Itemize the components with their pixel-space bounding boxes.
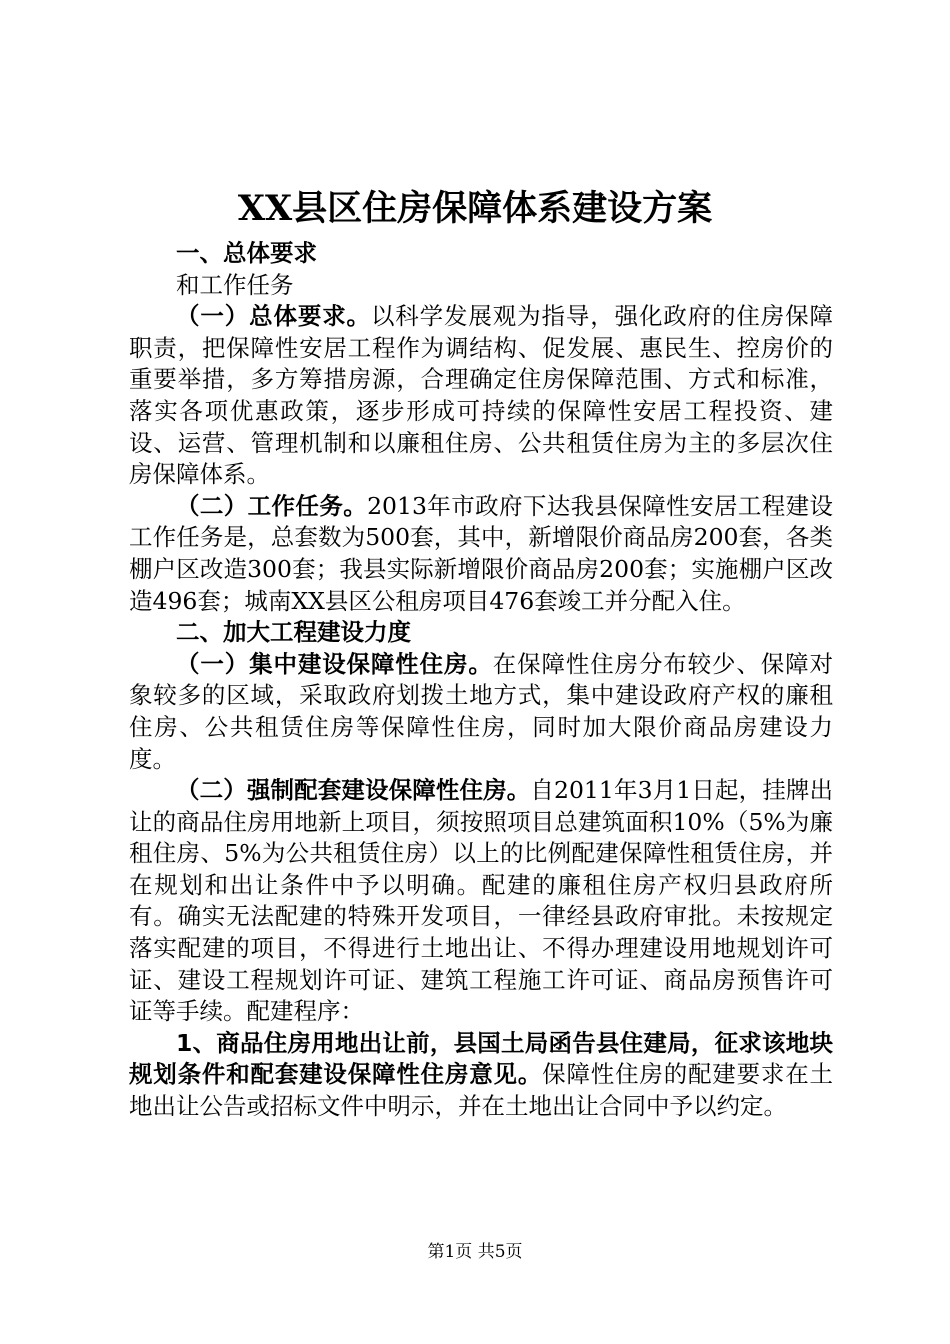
page-number: 第1页 共5页	[427, 1242, 523, 1262]
section-heading-2: 二、加大工程建设力度	[176, 618, 411, 647]
paragraph-lead: （一）总体要求。	[176, 302, 371, 331]
paragraph-text: 2013年市政府下达我县保障性安居工程建设工作任务是，总套数为500套，其中，新增限价商品房200套，各类棚户区改造300套；我县实际新增限价商品房200套；实施棚户区改造496套；城南XX县区公租房项目476套竣工并分配入住。	[129, 491, 834, 615]
document-body	[129, 238, 833, 1123]
document-title: XX县区住房保障体系建设方案	[237, 188, 713, 229]
paragraph-centralized-construction	[129, 649, 833, 775]
paragraph-lead: （一）集中建设保障性住房。	[176, 649, 493, 678]
paragraph-text: 自2011年3月1日起，挂牌出让的商品住房用地新上项目，须按照项目总建筑面积10%（5%为廉租住房、5%为公共租赁住房）以上的比例配建保障性租赁住房，并在规划和出让条件中予以明确。配建的廉租住房产权归县政府所有。确实无法配建的特殊开发项目，一律经县政府审批。未按规定落实配建的项目，不得进行土地出让、不得办理建设用地规划许可证、建设工程规划许可证、建筑工程施工许可证、商品房预售许可证等手续。配建程序：	[129, 776, 834, 1026]
section-subtitle-1: 和工作任务	[176, 270, 294, 299]
paragraph-lead: 1、商品住房用地出让前，县国土局函告县住建局，征求该地块规划条件和配套建设保障性住房意见。	[129, 1028, 833, 1089]
paragraph-lead: （二）强制配套建设保障性住房。	[176, 776, 531, 805]
paragraph-mandatory-supporting	[129, 775, 833, 1028]
paragraph-lead: （二）工作任务。	[176, 491, 368, 520]
paragraph-work-tasks	[129, 491, 833, 617]
section-heading-1: 一、总体要求	[176, 239, 317, 267]
paragraph-text: 保障性住房的配建要求在土地出让公告或招标文件中明示，并在土地出让合同中予以约定。	[129, 1060, 834, 1121]
paragraph-text: 以科学发展观为指导，强化政府的住房保障职责，把保障性安居工程作为调结构、促发展、惠民生、控房价的重要举措，多方筹措房源，合理确定住房保障范围、方式和标准，落实各项优惠政策，逐步形成可持续的保障性安居工程投资、建设、运营、管理机制和以廉租住房、公共租赁住房为主的多层次住房保障体系。	[129, 302, 834, 489]
paragraph-text: 在保障性住房分布较少、保障对象较多的区域，采取政府划拨土地方式，集中建设政府产权的廉租住房、公共租赁住房等保障性住房，同时加大限价商品房建设力度。	[129, 649, 833, 773]
paragraph-procedure-step-1	[129, 1028, 833, 1123]
paragraph-overall-requirements	[129, 301, 833, 491]
